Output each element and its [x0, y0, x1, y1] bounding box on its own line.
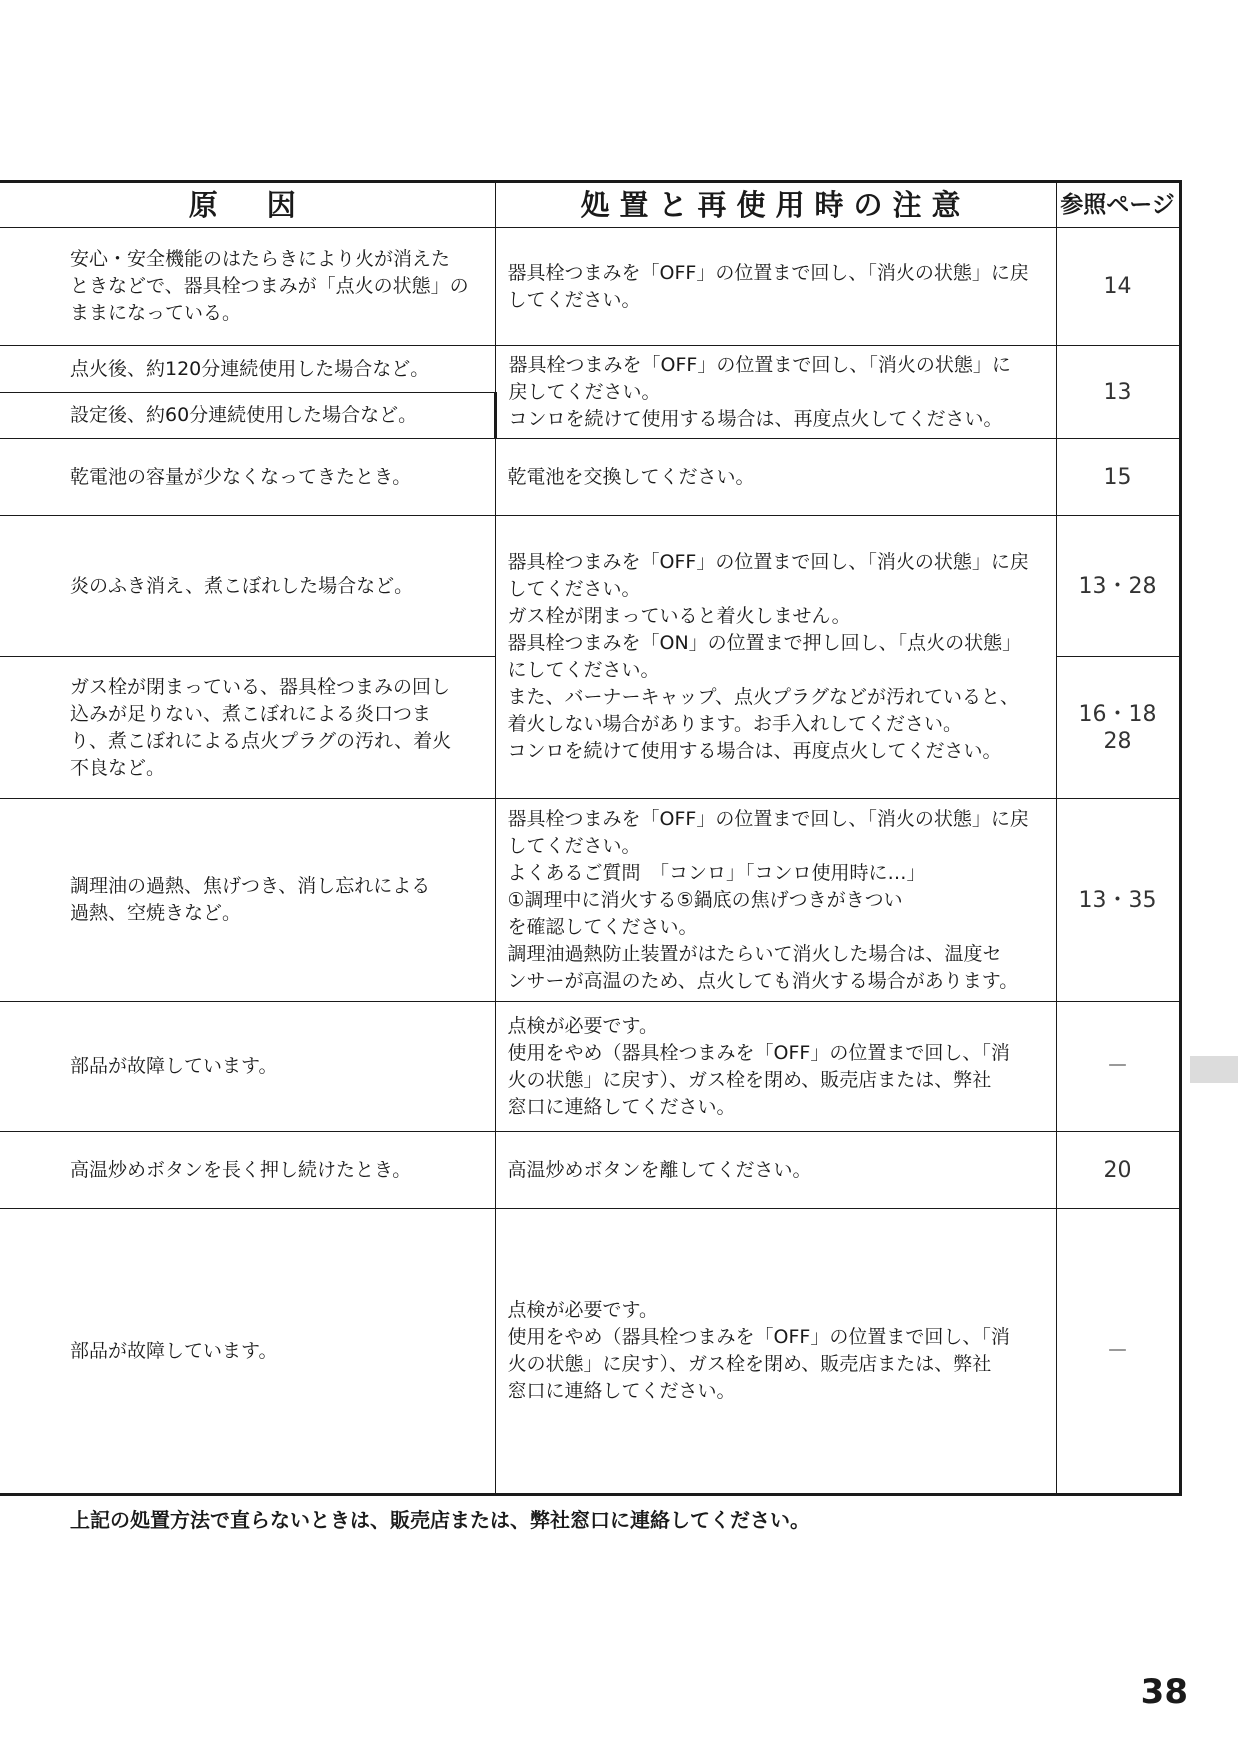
- cause-cell: 設定後、約60分連続使用した場合など。: [0, 393, 495, 439]
- cause-cell: 部品が故障しています。: [0, 1209, 495, 1495]
- action-cell: 器具栓つまみを「OFF」の位置まで回し、「消火の状態」に 戻してください。 コンロを続けて使用する場合は、再度点火してください。: [495, 346, 1056, 439]
- header-row: [0, 182, 1180, 228]
- table-row: [0, 346, 1180, 393]
- cause-cell: 点火後、約120分連続使用した場合など。: [0, 346, 495, 393]
- page-number: 38: [1140, 1672, 1188, 1712]
- section-tab-marker: [1190, 1056, 1238, 1083]
- cause-cell: 炎のふき消え、煮こぼれした場合など。: [0, 516, 495, 657]
- action-cell: 点検が必要です。 使用をやめ（器具栓つまみを「OFF」の位置まで回し、「消 火の状態」に戻す）、ガス栓を閉め、販売店または、弊社 窓口に連絡してください。: [495, 1209, 1056, 1495]
- table-row: [0, 516, 1180, 657]
- ref-cell: 13: [1056, 346, 1180, 439]
- ref-cell: －: [1056, 1209, 1180, 1495]
- footer-note: 上記の処置方法で直らないときは、販売店または、弊社窓口に連絡してください。: [70, 1508, 810, 1532]
- ref-cell: 20: [1056, 1132, 1180, 1209]
- header-cause: 原 因: [0, 182, 495, 228]
- header-action: 処置と再使用時の注意: [495, 182, 1056, 228]
- action-cell: 乾電池を交換してください。: [495, 439, 1056, 516]
- action-cell: 点検が必要です。 使用をやめ（器具栓つまみを「OFF」の位置まで回し、「消 火の状態」に戻す）、ガス栓を閉め、販売店または、弊社 窓口に連絡してください。: [495, 1002, 1056, 1132]
- ref-cell: 14: [1056, 228, 1180, 346]
- table-row: [0, 1209, 1180, 1495]
- table-row: [0, 228, 1180, 346]
- cause-cell: ガス栓が閉まっている、器具栓つまみの回し 込みが足りない、煮こぼれによる炎口つま り、煮こぼれによる点火プラグの汚れ、着火 不良など。: [0, 657, 495, 799]
- table-row: [0, 1002, 1180, 1132]
- action-cell: 器具栓つまみを「OFF」の位置まで回し、「消火の状態」に戻 してください。 ガス栓が閉まっていると着火しません。 器具栓つまみを「ON」の位置まで押し回し、「点火の状態」 にしてください。 また、バーナーキャップ、点火プラグなどが汚れていると、 着火しない場合があります。お手入れしてください。 コンロを続けて使用する場合は、再度点火してください。: [495, 516, 1056, 799]
- action-cell: 器具栓つまみを「OFF」の位置まで回し、「消火の状態」に戻 してください。 よくあるご質問 「コンロ」「コンロ使用時に…」 ①調理中に消火する⑤鍋底の焦げつきがきつい を確認してください。 調理油過熱防止装置がはたらいて消火した場合は、温度セ ンサーが高温のため、点火しても消火する場合があります。: [495, 799, 1056, 1002]
- cause-cell: 部品が故障しています。: [0, 1002, 495, 1132]
- table-row: [0, 439, 1180, 516]
- cause-cell: 調理油の過熱、焦げつき、消し忘れによる 過熱、空焼きなど。: [0, 799, 495, 1002]
- cause-cell: 乾電池の容量が少なくなってきたとき。: [0, 439, 495, 516]
- table-row: [0, 1132, 1180, 1209]
- ref-cell: 13・35: [1056, 799, 1180, 1002]
- cause-cell: 安心・安全機能のはたらきにより火が消えた ときなどで、器具栓つまみが「点火の状態」の ままになっている。: [0, 228, 495, 346]
- table-row: [0, 799, 1180, 1002]
- action-cell: 高温炒めボタンを離してください。: [495, 1132, 1056, 1209]
- ref-cell: 13・28: [1056, 516, 1180, 657]
- cause-cell: 高温炒めボタンを長く押し続けたとき。: [0, 1132, 495, 1209]
- troubleshooting-table: [0, 180, 1182, 1496]
- header-ref: 参照ページ: [1056, 182, 1180, 228]
- ref-cell: 15: [1056, 439, 1180, 516]
- ref-cell: 16・18 28: [1056, 657, 1180, 799]
- action-cell: 器具栓つまみを「OFF」の位置まで回し、「消火の状態」に戻 してください。: [495, 228, 1056, 346]
- ref-cell: －: [1056, 1002, 1180, 1132]
